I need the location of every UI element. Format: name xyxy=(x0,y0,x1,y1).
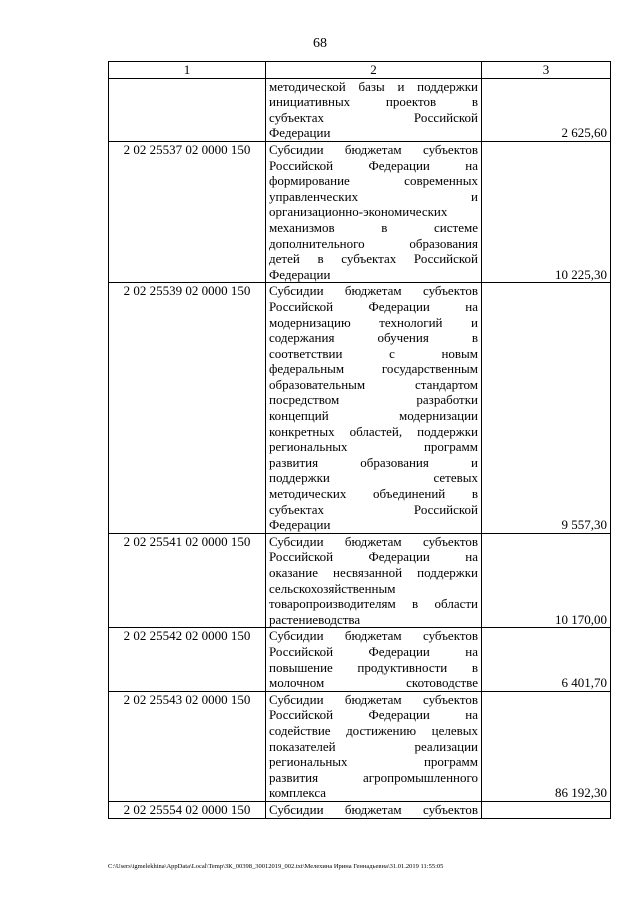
description-line: соответствии с новым xyxy=(269,345,478,361)
amount-cell: 86 192,30 xyxy=(482,691,611,801)
description-line: региональных программ xyxy=(269,439,478,455)
description-line: Федерации xyxy=(269,517,331,533)
description-cell xyxy=(266,141,482,282)
table-row xyxy=(109,691,611,801)
description-line: субъектах Российской xyxy=(269,501,478,517)
description-line: молочном скотоводстве xyxy=(269,675,478,691)
header-row xyxy=(109,62,611,79)
description-line: федеральным государственным xyxy=(269,361,478,377)
budget-code-cell: 2 02 25542 02 0000 150 xyxy=(109,628,266,691)
description-line: детей в субъектах Российской xyxy=(269,251,478,267)
description-line: Субсидии бюджетам субъектов xyxy=(269,533,478,549)
description-line: Федерации xyxy=(269,125,331,141)
description-line: развития образования и xyxy=(269,454,478,470)
column-header-1: 1 xyxy=(109,62,266,79)
table-row xyxy=(109,533,611,628)
description-line: Субсидии бюджетам субъектов xyxy=(269,283,478,299)
budget-code-cell: 2 02 25543 02 0000 150 xyxy=(109,691,266,801)
description-line: механизмов в системе xyxy=(269,219,478,235)
description-line: содержания обучения в xyxy=(269,330,478,346)
description-line: Российской Федерации на xyxy=(269,157,478,173)
description-line: растениеводства xyxy=(269,611,361,627)
amount-cell: 6 401,70 xyxy=(482,628,611,691)
page-number: 68 xyxy=(313,36,327,51)
description-line: оказание несвязанной поддержки xyxy=(269,565,478,580)
description-line: Субсидии бюджетам субъектов xyxy=(269,141,478,157)
amount-cell xyxy=(482,801,611,818)
budget-code-cell: 2 02 25539 02 0000 150 xyxy=(109,283,266,534)
description-cell xyxy=(266,801,482,818)
description-line: развития агропромышленного xyxy=(269,769,478,785)
amount-cell: 9 557,30 xyxy=(482,283,611,534)
description-line: управленческих и xyxy=(269,188,478,204)
description-line: организационно-экономических xyxy=(269,204,448,220)
description-line: поддержки сетевых xyxy=(269,470,478,486)
description-line: методических объединений в xyxy=(269,486,478,502)
budget-code-cell xyxy=(109,78,266,141)
budget-code-cell: 2 02 25541 02 0000 150 xyxy=(109,533,266,628)
amount-cell: 10 225,30 xyxy=(482,141,611,282)
budget-code-cell: 2 02 25554 02 0000 150 xyxy=(109,801,266,818)
description-line: методической базы и поддержки xyxy=(269,78,478,94)
description-line: содействие достижению целевых xyxy=(269,722,478,738)
budget-table xyxy=(108,61,611,819)
amount-cell: 10 170,00 xyxy=(482,533,611,628)
description-cell xyxy=(266,628,482,691)
budget-code-cell: 2 02 25537 02 0000 150 xyxy=(109,141,266,282)
description-line: Российской Федерации на xyxy=(269,298,478,314)
description-line: модернизацию технологий и xyxy=(269,314,478,330)
description-line: региональных программ xyxy=(269,754,478,770)
description-line: Российской Федерации на xyxy=(269,643,478,659)
description-line: повышение продуктивности в xyxy=(269,659,478,675)
table-row xyxy=(109,78,611,141)
description-line: Субсидии бюджетам субъектов xyxy=(269,628,478,644)
description-line: посредством разработки xyxy=(269,392,478,408)
column-header-3: 3 xyxy=(482,62,611,79)
table-row xyxy=(109,141,611,282)
table-row xyxy=(109,801,611,818)
description-line: товаропроизводителям в области xyxy=(269,596,478,612)
description-line: инициативных проектов в xyxy=(269,94,478,110)
description-line: образовательным стандартом xyxy=(269,376,478,392)
description-line: Российской Федерации на xyxy=(269,549,478,565)
table-row xyxy=(109,283,611,534)
description-cell xyxy=(266,283,482,534)
table-row xyxy=(109,628,611,691)
description-line: субъектах Российской xyxy=(269,109,478,125)
description-line: конкретных областей, поддержки xyxy=(269,423,478,439)
column-header-2: 2 xyxy=(266,62,482,79)
amount-cell: 2 625,60 xyxy=(482,78,611,141)
description-line: сельскохозяйственным xyxy=(269,580,396,596)
description-cell xyxy=(266,691,482,801)
description-line: концепций модернизации xyxy=(269,408,478,424)
description-line: Субсидии бюджетам субъектов xyxy=(269,691,478,707)
description-line: Российской Федерации на xyxy=(269,707,478,723)
file-path-footer: C:\Users\igmelekhina\AppData\Local\Temp\ЗК_00398_30012019_002.txt\Мелехина Ирина Геннадьевна\31.01.2019 11:55:05 xyxy=(108,863,444,870)
description-cell xyxy=(266,78,482,141)
description-line: формирование современных xyxy=(269,173,478,189)
description-line: Субсидии бюджетам субъектов xyxy=(269,801,478,817)
description-line: Федерации xyxy=(269,266,331,282)
description-cell xyxy=(266,533,482,628)
description-line: показателей реализации xyxy=(269,738,478,754)
table-body xyxy=(109,78,611,818)
description-line: комплекса xyxy=(269,785,327,801)
description-line: дополнительного образования xyxy=(269,235,478,251)
